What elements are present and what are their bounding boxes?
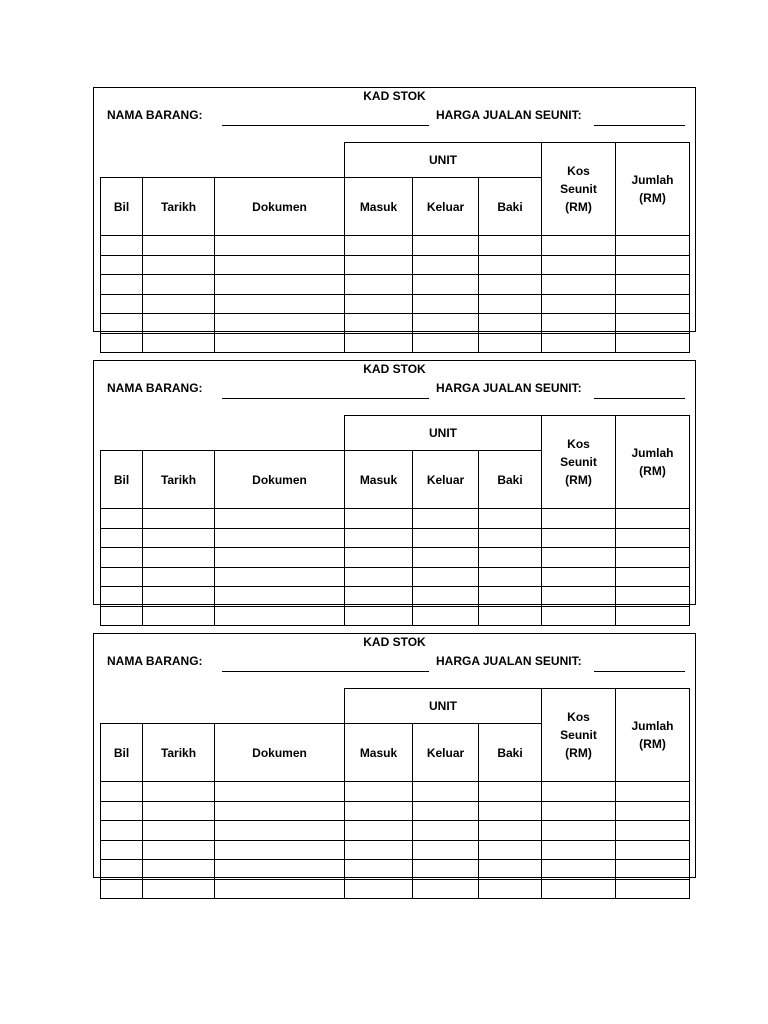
unit-price-label: HARGA JUALAN SEUNIT: — [436, 654, 582, 668]
table-cell-keluar[interactable] — [412, 313, 479, 334]
table-cell-tarikh[interactable] — [142, 840, 215, 860]
unit-price-field-line[interactable] — [594, 671, 685, 672]
table-cell-masuk[interactable] — [344, 586, 413, 607]
header-unit: UNIT — [344, 415, 542, 451]
stock-card — [93, 87, 696, 332]
table-cell-bil[interactable] — [100, 586, 143, 607]
table-cell-dokumen[interactable] — [214, 586, 345, 607]
table-cell-keluar[interactable] — [412, 820, 479, 841]
table-cell-keluar[interactable] — [412, 879, 479, 899]
table-cell-kos[interactable] — [541, 235, 616, 256]
table-cell-masuk[interactable] — [344, 567, 413, 587]
table-cell-jumlah[interactable] — [615, 606, 690, 626]
table-cell-keluar[interactable] — [412, 801, 479, 821]
card-title: KAD STOK — [363, 362, 426, 376]
table-cell-kos[interactable] — [541, 781, 616, 802]
table-cell-kos[interactable] — [541, 606, 616, 626]
table-cell-dokumen[interactable] — [214, 606, 345, 626]
table-cell-keluar[interactable] — [412, 606, 479, 626]
table-cell-bil[interactable] — [100, 781, 143, 802]
table-cell-baki[interactable] — [478, 567, 542, 587]
table-cell-kos[interactable] — [541, 294, 616, 314]
table-cell-baki[interactable] — [478, 879, 542, 899]
table-cell-masuk[interactable] — [344, 781, 413, 802]
table-cell-keluar[interactable] — [412, 586, 479, 607]
header-bil: Bil — [100, 723, 143, 782]
table-cell-jumlah[interactable] — [615, 274, 690, 295]
header-kos-seunit-line: Kos — [567, 164, 590, 178]
header-kos-seunit-line: (RM) — [565, 200, 592, 214]
table-cell-baki[interactable] — [478, 586, 542, 607]
table-cell-masuk[interactable] — [344, 508, 413, 529]
table-cell-baki[interactable] — [478, 859, 542, 880]
table-cell-masuk[interactable] — [344, 528, 413, 548]
table-cell-tarikh[interactable] — [142, 567, 215, 587]
table-cell-masuk[interactable] — [344, 333, 413, 353]
table-cell-jumlah[interactable] — [615, 333, 690, 353]
table-cell-keluar[interactable] — [412, 255, 479, 275]
table-cell-masuk[interactable] — [344, 313, 413, 334]
table-cell-kos[interactable] — [541, 879, 616, 899]
item-name-label: NAMA BARANG: — [107, 108, 203, 122]
header-jumlah-line: Jumlah — [631, 719, 674, 733]
unit-price-label: HARGA JUALAN SEUNIT: — [436, 381, 582, 395]
header-kos-seunit-line: Seunit — [560, 182, 597, 196]
header-kos-seunit-line: Seunit — [560, 728, 597, 742]
table-cell-dokumen[interactable] — [214, 528, 345, 548]
table-cell-tarikh[interactable] — [142, 528, 215, 548]
table-cell-tarikh[interactable] — [142, 820, 215, 841]
unit-price-field-line[interactable] — [594, 398, 685, 399]
table-cell-dokumen[interactable] — [214, 820, 345, 841]
header-keluar: Keluar — [412, 450, 479, 509]
stock-table — [100, 688, 689, 863]
header-masuk: Masuk — [344, 177, 413, 236]
table-cell-keluar[interactable] — [412, 508, 479, 529]
table-cell-kos[interactable] — [541, 567, 616, 587]
table-cell-baki[interactable] — [478, 294, 542, 314]
table-cell-dokumen[interactable] — [214, 801, 345, 821]
table-cell-bil[interactable] — [100, 820, 143, 841]
header-jumlah — [615, 688, 690, 782]
table-cell-bil[interactable] — [100, 528, 143, 548]
table-cell-bil[interactable] — [100, 255, 143, 275]
table-cell-bil[interactable] — [100, 859, 143, 880]
header-kos-seunit-line: Kos — [567, 437, 590, 451]
table-cell-dokumen[interactable] — [214, 781, 345, 802]
table-cell-masuk[interactable] — [344, 820, 413, 841]
table-cell-dokumen[interactable] — [214, 508, 345, 529]
header-dokumen: Dokumen — [214, 177, 345, 236]
table-cell-masuk[interactable] — [344, 840, 413, 860]
table-cell-tarikh[interactable] — [142, 547, 215, 568]
header-keluar: Keluar — [412, 723, 479, 782]
table-cell-dokumen[interactable] — [214, 547, 345, 568]
header-kos-seunit — [541, 142, 616, 236]
table-cell-tarikh[interactable] — [142, 508, 215, 529]
table-cell-masuk[interactable] — [344, 255, 413, 275]
table-cell-bil[interactable] — [100, 567, 143, 587]
header-tarikh: Tarikh — [142, 450, 215, 509]
table-cell-jumlah[interactable] — [615, 781, 690, 802]
item-name-field-line[interactable] — [222, 125, 429, 126]
table-cell-bil[interactable] — [100, 879, 143, 899]
stock-card — [93, 360, 696, 605]
table-cell-tarikh[interactable] — [142, 606, 215, 626]
table-cell-keluar[interactable] — [412, 528, 479, 548]
unit-price-label: HARGA JUALAN SEUNIT: — [436, 108, 582, 122]
header-bil: Bil — [100, 450, 143, 509]
header-baki: Baki — [478, 450, 542, 509]
table-cell-dokumen[interactable] — [214, 294, 345, 314]
header-tarikh: Tarikh — [142, 723, 215, 782]
table-cell-masuk[interactable] — [344, 294, 413, 314]
table-cell-baki[interactable] — [478, 781, 542, 802]
table-cell-bil[interactable] — [100, 235, 143, 256]
table-cell-bil[interactable] — [100, 274, 143, 295]
table-cell-masuk[interactable] — [344, 606, 413, 626]
table-cell-tarikh[interactable] — [142, 294, 215, 314]
header-kos-seunit-line: Seunit — [560, 455, 597, 469]
header-keluar: Keluar — [412, 177, 479, 236]
table-cell-masuk[interactable] — [344, 879, 413, 899]
table-cell-jumlah[interactable] — [615, 840, 690, 860]
table-cell-jumlah[interactable] — [615, 820, 690, 841]
table-cell-bil[interactable] — [100, 801, 143, 821]
header-unit: UNIT — [344, 142, 542, 178]
table-cell-keluar[interactable] — [412, 781, 479, 802]
header-jumlah-line: Jumlah — [631, 173, 674, 187]
table-cell-keluar[interactable] — [412, 859, 479, 880]
header-dokumen: Dokumen — [214, 450, 345, 509]
header-unit: UNIT — [344, 688, 542, 724]
header-kos-seunit — [541, 688, 616, 782]
table-cell-keluar[interactable] — [412, 235, 479, 256]
table-cell-baki[interactable] — [478, 255, 542, 275]
table-cell-jumlah[interactable] — [615, 508, 690, 529]
table-cell-masuk[interactable] — [344, 547, 413, 568]
header-jumlah-line: (RM) — [639, 464, 666, 478]
header-kos-seunit — [541, 415, 616, 509]
table-cell-tarikh[interactable] — [142, 255, 215, 275]
table-cell-tarikh[interactable] — [142, 333, 215, 353]
item-name-field-line[interactable] — [222, 398, 429, 399]
table-cell-keluar[interactable] — [412, 274, 479, 295]
header-jumlah-line: (RM) — [639, 191, 666, 205]
table-cell-keluar[interactable] — [412, 547, 479, 568]
table-cell-keluar[interactable] — [412, 294, 479, 314]
header-jumlah — [615, 415, 690, 509]
table-cell-baki[interactable] — [478, 840, 542, 860]
table-cell-baki[interactable] — [478, 508, 542, 529]
table-cell-jumlah[interactable] — [615, 235, 690, 256]
header-kos-seunit-line: (RM) — [565, 473, 592, 487]
table-cell-dokumen[interactable] — [214, 567, 345, 587]
table-cell-kos[interactable] — [541, 859, 616, 880]
table-cell-masuk[interactable] — [344, 859, 413, 880]
table-cell-tarikh[interactable] — [142, 859, 215, 880]
table-cell-dokumen[interactable] — [214, 840, 345, 860]
table-cell-bil[interactable] — [100, 294, 143, 314]
table-cell-baki[interactable] — [478, 235, 542, 256]
table-cell-jumlah[interactable] — [615, 255, 690, 275]
card-title: KAD STOK — [363, 89, 426, 103]
header-kos-seunit-line: Kos — [567, 710, 590, 724]
table-cell-bil[interactable] — [100, 606, 143, 626]
table-cell-tarikh[interactable] — [142, 274, 215, 295]
table-cell-jumlah[interactable] — [615, 547, 690, 568]
table-cell-tarikh[interactable] — [142, 781, 215, 802]
table-cell-baki[interactable] — [478, 801, 542, 821]
table-cell-bil[interactable] — [100, 333, 143, 353]
table-cell-tarikh[interactable] — [142, 801, 215, 821]
table-cell-keluar[interactable] — [412, 840, 479, 860]
table-cell-baki[interactable] — [478, 547, 542, 568]
table-cell-tarikh[interactable] — [142, 235, 215, 256]
table-cell-kos[interactable] — [541, 547, 616, 568]
table-cell-baki[interactable] — [478, 820, 542, 841]
table-cell-bil[interactable] — [100, 840, 143, 860]
stock-table — [100, 415, 689, 590]
table-cell-baki[interactable] — [478, 274, 542, 295]
table-cell-bil[interactable] — [100, 547, 143, 568]
table-cell-kos[interactable] — [541, 274, 616, 295]
table-cell-dokumen[interactable] — [214, 859, 345, 880]
header-jumlah-line: Jumlah — [631, 446, 674, 460]
table-cell-jumlah[interactable] — [615, 801, 690, 821]
stock-card — [93, 633, 696, 878]
header-masuk: Masuk — [344, 450, 413, 509]
table-cell-dokumen[interactable] — [214, 879, 345, 899]
table-cell-kos[interactable] — [541, 801, 616, 821]
table-cell-dokumen[interactable] — [214, 255, 345, 275]
table-cell-masuk[interactable] — [344, 235, 413, 256]
header-kos-seunit-line: (RM) — [565, 746, 592, 760]
table-cell-jumlah[interactable] — [615, 294, 690, 314]
table-cell-kos[interactable] — [541, 255, 616, 275]
table-cell-jumlah[interactable] — [615, 586, 690, 607]
table-cell-jumlah[interactable] — [615, 313, 690, 334]
table-cell-kos[interactable] — [541, 820, 616, 841]
item-name-label: NAMA BARANG: — [107, 381, 203, 395]
table-cell-bil[interactable] — [100, 508, 143, 529]
table-cell-kos[interactable] — [541, 313, 616, 334]
unit-price-field-line[interactable] — [594, 125, 685, 126]
table-cell-keluar[interactable] — [412, 567, 479, 587]
table-cell-jumlah[interactable] — [615, 528, 690, 548]
table-cell-tarikh[interactable] — [142, 586, 215, 607]
header-jumlah-line: (RM) — [639, 737, 666, 751]
table-cell-kos[interactable] — [541, 333, 616, 353]
header-baki: Baki — [478, 723, 542, 782]
table-cell-jumlah[interactable] — [615, 879, 690, 899]
table-cell-bil[interactable] — [100, 313, 143, 334]
table-cell-masuk[interactable] — [344, 274, 413, 295]
table-cell-kos[interactable] — [541, 840, 616, 860]
table-cell-tarikh[interactable] — [142, 879, 215, 899]
stock-table — [100, 142, 689, 317]
table-cell-jumlah[interactable] — [615, 567, 690, 587]
header-jumlah — [615, 142, 690, 236]
table-cell-baki[interactable] — [478, 313, 542, 334]
table-cell-kos[interactable] — [541, 508, 616, 529]
header-masuk: Masuk — [344, 723, 413, 782]
table-cell-baki[interactable] — [478, 528, 542, 548]
table-cell-kos[interactable] — [541, 528, 616, 548]
table-cell-dokumen[interactable] — [214, 333, 345, 353]
item-name-field-line[interactable] — [222, 671, 429, 672]
table-cell-kos[interactable] — [541, 586, 616, 607]
header-bil: Bil — [100, 177, 143, 236]
table-cell-baki[interactable] — [478, 606, 542, 626]
table-cell-dokumen[interactable] — [214, 274, 345, 295]
header-baki: Baki — [478, 177, 542, 236]
table-cell-dokumen[interactable] — [214, 313, 345, 334]
table-cell-tarikh[interactable] — [142, 313, 215, 334]
table-cell-jumlah[interactable] — [615, 859, 690, 880]
table-cell-dokumen[interactable] — [214, 235, 345, 256]
table-cell-masuk[interactable] — [344, 801, 413, 821]
card-title: KAD STOK — [363, 635, 426, 649]
table-cell-keluar[interactable] — [412, 333, 479, 353]
header-dokumen: Dokumen — [214, 723, 345, 782]
item-name-label: NAMA BARANG: — [107, 654, 203, 668]
table-cell-baki[interactable] — [478, 333, 542, 353]
header-tarikh: Tarikh — [142, 177, 215, 236]
